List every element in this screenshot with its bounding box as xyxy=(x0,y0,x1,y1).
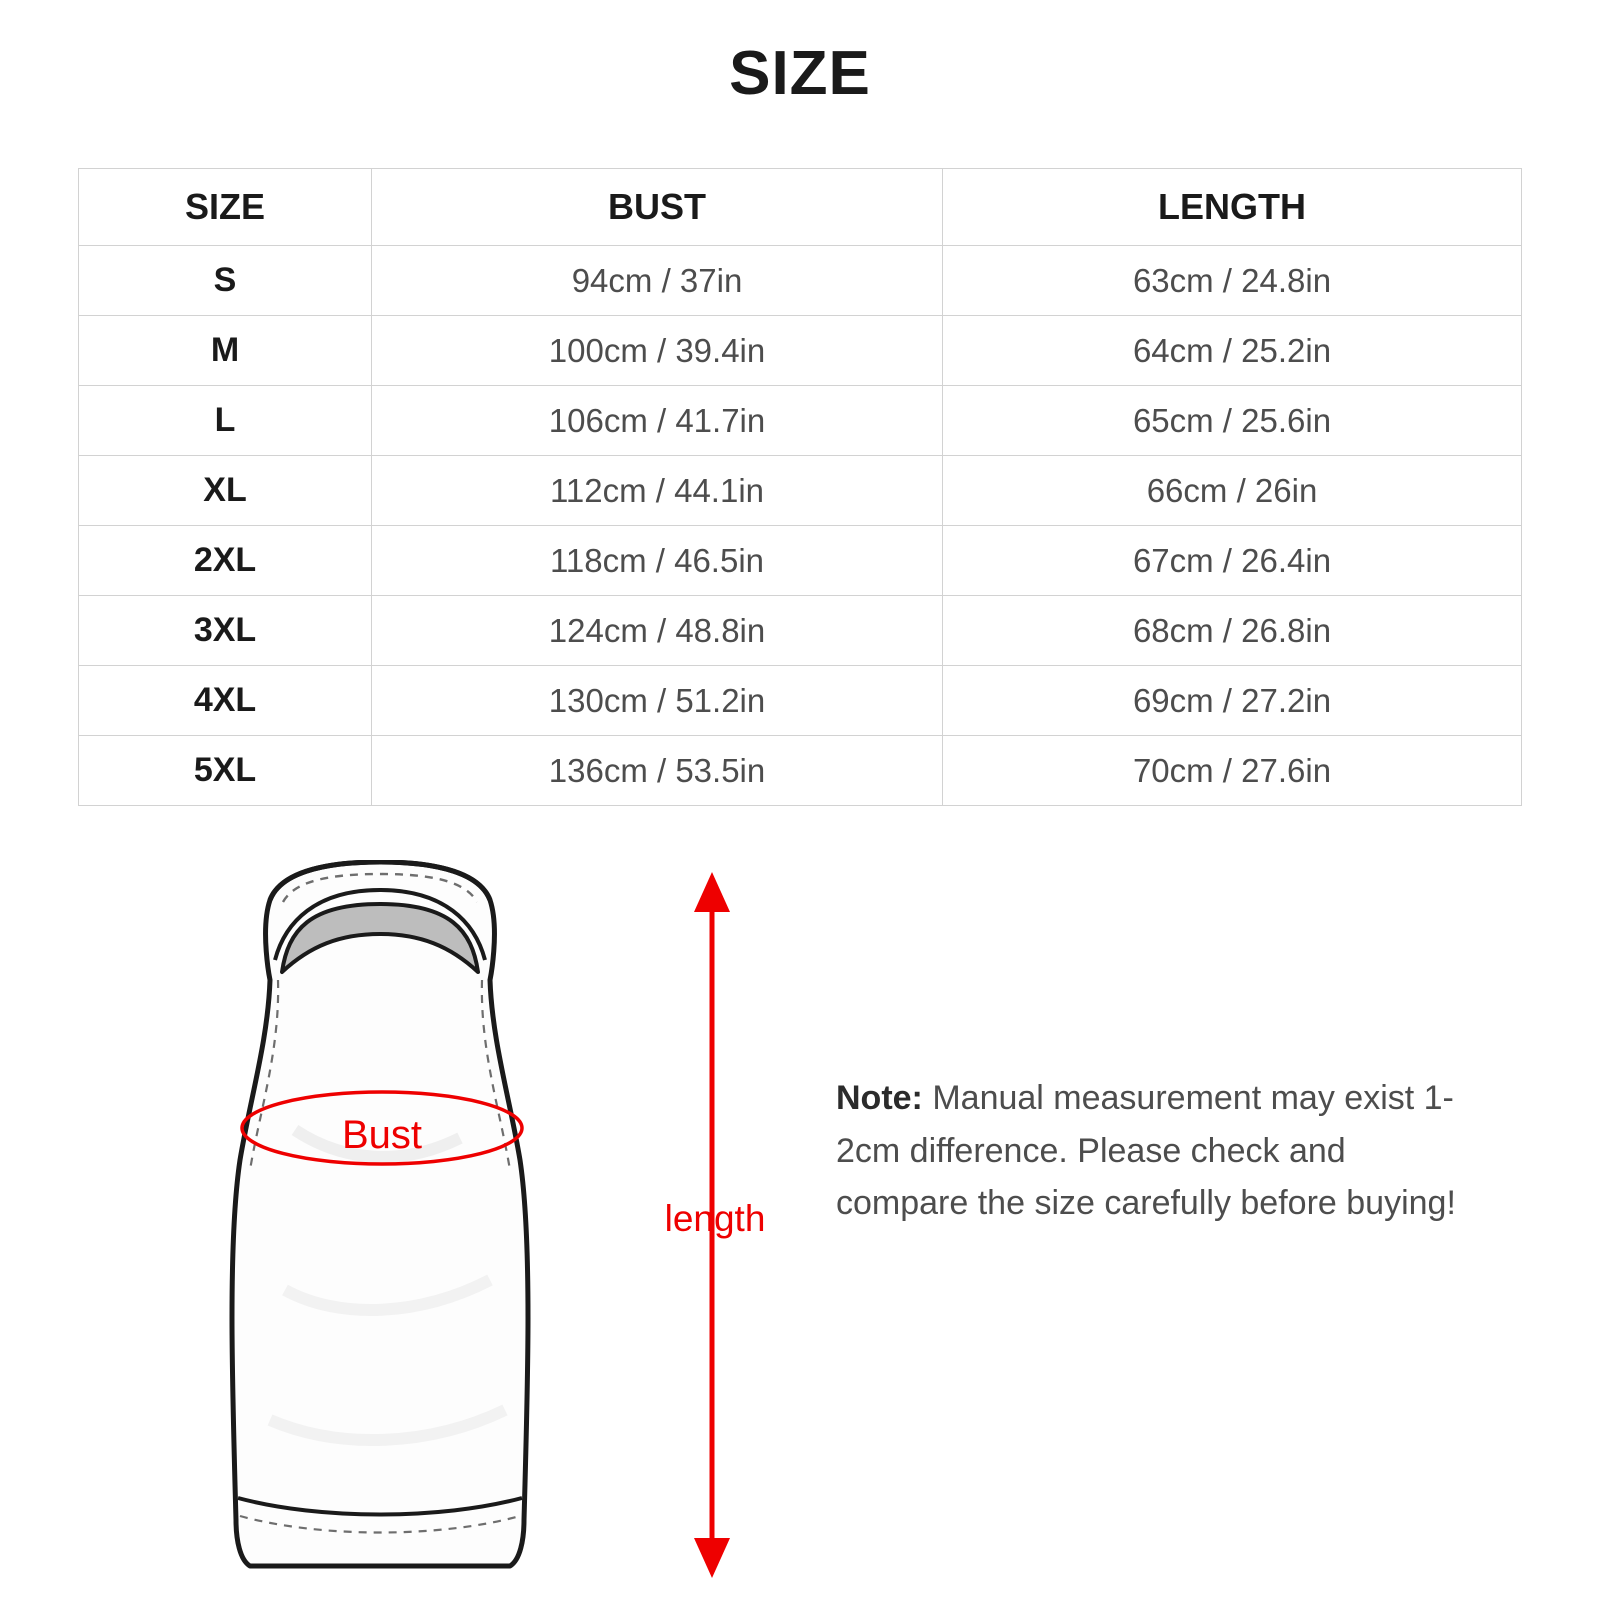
cell-length: 63cm / 24.8in xyxy=(943,246,1522,316)
bust-measure-label: Bust xyxy=(341,1113,423,1157)
note-label: Note: xyxy=(836,1079,923,1117)
garment-illustration xyxy=(120,860,640,1580)
cell-size: 5XL xyxy=(79,736,372,806)
cell-length: 67cm / 26.4in xyxy=(943,526,1522,596)
cell-bust: 100cm / 39.4in xyxy=(372,316,943,386)
cell-length: 68cm / 26.8in xyxy=(943,596,1522,666)
column-header-size: SIZE xyxy=(79,169,372,246)
cell-length: 65cm / 25.6in xyxy=(943,386,1522,456)
table-row xyxy=(79,526,1522,596)
cell-bust: 94cm / 37in xyxy=(372,246,943,316)
column-header-bust: BUST xyxy=(372,169,943,246)
cell-bust: 136cm / 53.5in xyxy=(372,736,943,806)
table-row xyxy=(79,596,1522,666)
cell-size: 3XL xyxy=(79,596,372,666)
column-header-length: LENGTH xyxy=(943,169,1522,246)
table-row xyxy=(79,666,1522,736)
cell-length: 69cm / 27.2in xyxy=(943,666,1522,736)
table-row xyxy=(79,316,1522,386)
size-chart-table xyxy=(78,168,1522,806)
length-arrow-head-bottom xyxy=(694,1538,730,1578)
garment-body xyxy=(232,862,528,1566)
cell-bust: 124cm / 48.8in xyxy=(372,596,943,666)
table-row xyxy=(79,736,1522,806)
cell-length: 64cm / 25.2in xyxy=(943,316,1522,386)
cell-size: L xyxy=(79,386,372,456)
cell-bust: 106cm / 41.7in xyxy=(372,386,943,456)
length-measure-label: length xyxy=(664,1198,766,1239)
note-block xyxy=(836,1072,1476,1230)
cell-size: M xyxy=(79,316,372,386)
note-text: Manual measurement may exist 1-2cm difference. Please check and compare the size carefully before buying! xyxy=(836,1079,1456,1223)
table-header-row xyxy=(79,169,1522,246)
page-title: SIZE xyxy=(729,39,871,108)
cell-length: 70cm / 27.6in xyxy=(943,736,1522,806)
table-row xyxy=(79,456,1522,526)
length-arrow-head-top xyxy=(694,872,730,912)
cell-size: 2XL xyxy=(79,526,372,596)
cell-length: 66cm / 26in xyxy=(943,456,1522,526)
cell-bust: 112cm / 44.1in xyxy=(372,456,943,526)
cell-bust: 130cm / 51.2in xyxy=(372,666,943,736)
table-row xyxy=(79,386,1522,456)
cell-size: XL xyxy=(79,456,372,526)
cell-bust: 118cm / 46.5in xyxy=(372,526,943,596)
table-row xyxy=(79,246,1522,316)
cell-size: S xyxy=(79,246,372,316)
cell-size: 4XL xyxy=(79,666,372,736)
